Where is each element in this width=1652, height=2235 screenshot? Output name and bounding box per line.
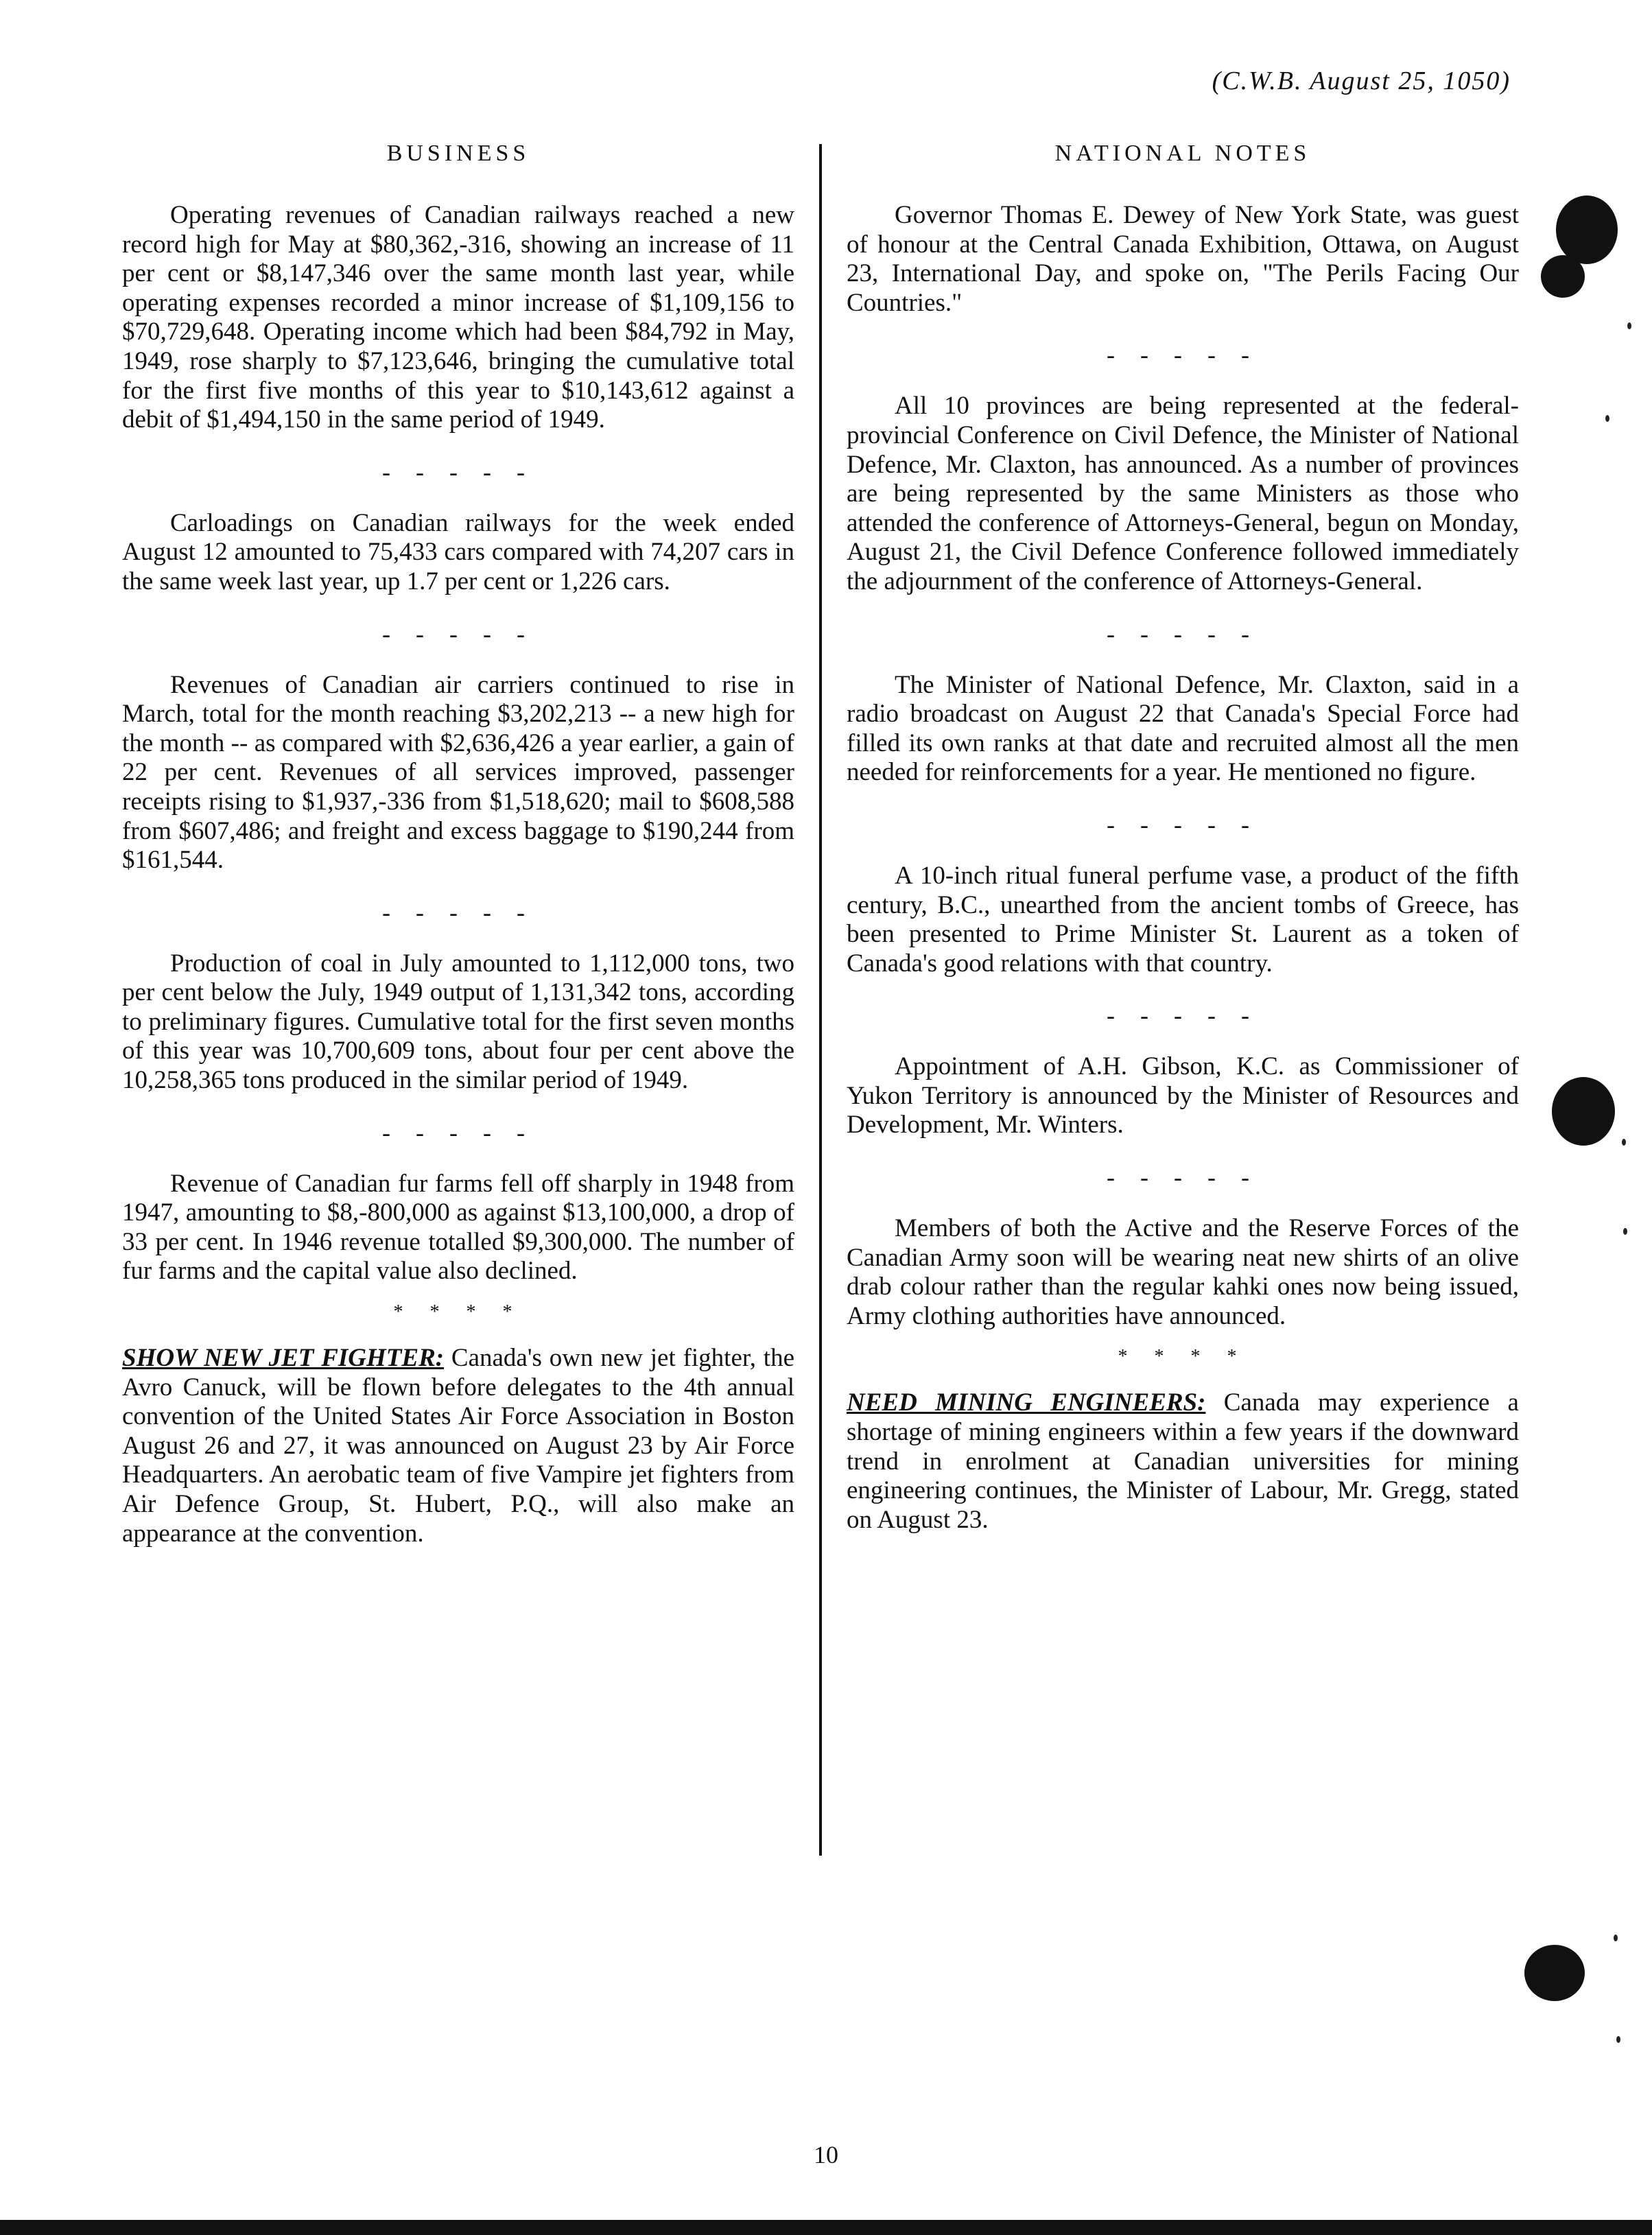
paragraph-dewey: Governor Thomas E. Dewey of New York State, was guest of honour at the Central Canada Exhibition, Ottawa, on August 23, International Day, and spoke on, "The Perils Facing Our Countries."	[847, 201, 1519, 317]
business-column	[122, 141, 794, 1548]
separator: - - - - -	[1107, 341, 1259, 369]
headline-text: Canada may experience a shortage of mining engineers within a few years if the downward trend in enrolment at Canadian universities for mining engineering continues, the Minister of Labour, Mr. Gregg, stated on August 23.	[847, 1388, 1519, 1534]
punch-hole-blot	[1556, 196, 1618, 264]
page-citation: (C.W.B. August 25, 1050)	[1212, 67, 1511, 95]
scan-speck	[1622, 1139, 1626, 1146]
column-divider	[819, 144, 822, 1856]
headline-lead: SHOW NEW JET FIGHTER:	[122, 1344, 445, 1373]
paragraph-railway-revenues: Operating revenues of Canadian railways reached a new record high for May at $80,362,-316, showing an increase of 11 per cent or $8,147,346 over the same month last year, while operating expenses recorded a minor increase of $1,109,156 to $70,729,648. Operating income which had been $84,792 in May, 1949, rose sharply to $7,123,646, bringing the cumulative total for the first five months of this year to $10,143,612 against a debit of $1,494,150 in the same period of 1949.	[122, 201, 794, 434]
page-number: 10	[814, 2141, 838, 2168]
scan-speck	[1623, 1228, 1627, 1235]
separator: - - - - -	[382, 619, 534, 648]
separator: - - - - -	[1107, 619, 1259, 648]
paragraph-perfume-vase: A 10-inch ritual funeral perfume vase, a product of the fifth century, B.C., unearthed from the ancient tombs of Greece, has been presented to Prime Minister St. Laurent as a token of Canada's good relations with that country.	[847, 861, 1519, 978]
headline-jet-fighter	[122, 1344, 794, 1548]
paragraph-army-shirts: Members of both the Active and the Reserve Forces of the Canadian Army soon will be wearing neat new shirts of an olive drab colour rather than the regular kahki ones now being issued, Army clothing authorities have announced.	[847, 1214, 1519, 1330]
national-notes-title: NATIONAL NOTES	[1054, 141, 1311, 166]
punch-hole-blot	[1552, 1077, 1615, 1146]
national-notes-column	[847, 141, 1519, 1535]
separator: - - - - -	[382, 898, 534, 926]
punch-hole-blot	[1541, 255, 1585, 298]
separator: - - - - -	[1107, 1002, 1259, 1030]
scan-speck	[1627, 322, 1631, 329]
punch-hole-blot	[1524, 1945, 1585, 2001]
paragraph-fur-farms: Revenue of Canadian fur farms fell off sharply in 1948 from 1947, amounting to $8,-800,000 as against $13,100,000, a drop of 33 per cent. In 1946 revenue totalled $9,300,000. The number of fur farms and the capital value also declined.	[122, 1169, 794, 1286]
scan-speck	[1605, 415, 1609, 422]
separator: - - - - -	[382, 458, 534, 486]
paragraph-carloadings: Carloadings on Canadian railways for the week ended August 12 amounted to 75,433 cars compared with 74,207 cars in the same week last year, up 1.7 per cent or 1,226 cars.	[122, 508, 794, 595]
section-stars: * * * *	[393, 1301, 523, 1323]
business-title: BUSINESS	[386, 141, 530, 166]
scan-speck	[1616, 2036, 1620, 2043]
separator: - - - - -	[1107, 1163, 1259, 1192]
separator: - - - - -	[382, 1118, 534, 1146]
section-stars: * * * *	[1118, 1346, 1248, 1368]
paragraph-air-carriers: Revenues of Canadian air carriers continued to rise in March, total for the month reaching $3,202,213 -- a new high for the month -- as compared with $2,636,426 a year earlier, a gain of 22 per cent. Revenues of all services improved, passenger receipts rising to $1,937,-336 from $1,518,620; mail to $608,588 from $607,486; and freight and excess baggage to $190,244 from $161,544.	[122, 670, 794, 875]
paragraph-civil-defence: All 10 provinces are being represented at the federal-provincial Conference on Civil Defence, the Minister of National Defence, Mr. Claxton, has announced. As a number of provinces are being represented by the same Ministers as those who attended the conference of Attorneys-General, begun on Monday, August 21, the Civil Defence Conference followed immediately the adjournment of the conference of Attorneys-General.	[847, 392, 1519, 595]
paragraph-special-force: The Minister of National Defence, Mr. Claxton, said in a radio broadcast on August 22 that Canada's Special Force had filled its own ranks at that date and recruited almost all the men needed for reinforcements for a year. He mentioned no figure.	[847, 670, 1519, 787]
scan-speck	[1614, 1935, 1618, 1941]
headline-lead: NEED MINING ENGINEERS:	[847, 1388, 1206, 1417]
headline-text: Canada's own new jet fighter, the Avro Canuck, will be flown before delegates to the 4th annual convention of the United States Air Force Association in Boston August 26 and 27, it was announced on August 23 by Air Force Headquarters. An aerobatic team of five Vampire jet fighters from Air Defence Group, St. Hubert, P.Q., will also make an appearance at the convention.	[122, 1344, 795, 1548]
scan-edge-bar	[0, 2220, 1652, 2235]
headline-mining-engineers	[847, 1388, 1519, 1535]
separator: - - - - -	[1107, 810, 1259, 838]
paragraph-coal-production: Production of coal in July amounted to 1,112,000 tons, two per cent below the July, 1949 output of 1,131,342 tons, according to preliminary figures. Cumulative total for the first seven months of this year was 10,700,609 tons, about four per cent above the 10,258,365 tons produced in the similar period of 1949.	[122, 949, 794, 1095]
paragraph-yukon-commissioner: Appointment of A.H. Gibson, K.C. as Commissioner of Yukon Territory is announced by the Minister of Resources and Development, Mr. Winters.	[847, 1052, 1519, 1139]
